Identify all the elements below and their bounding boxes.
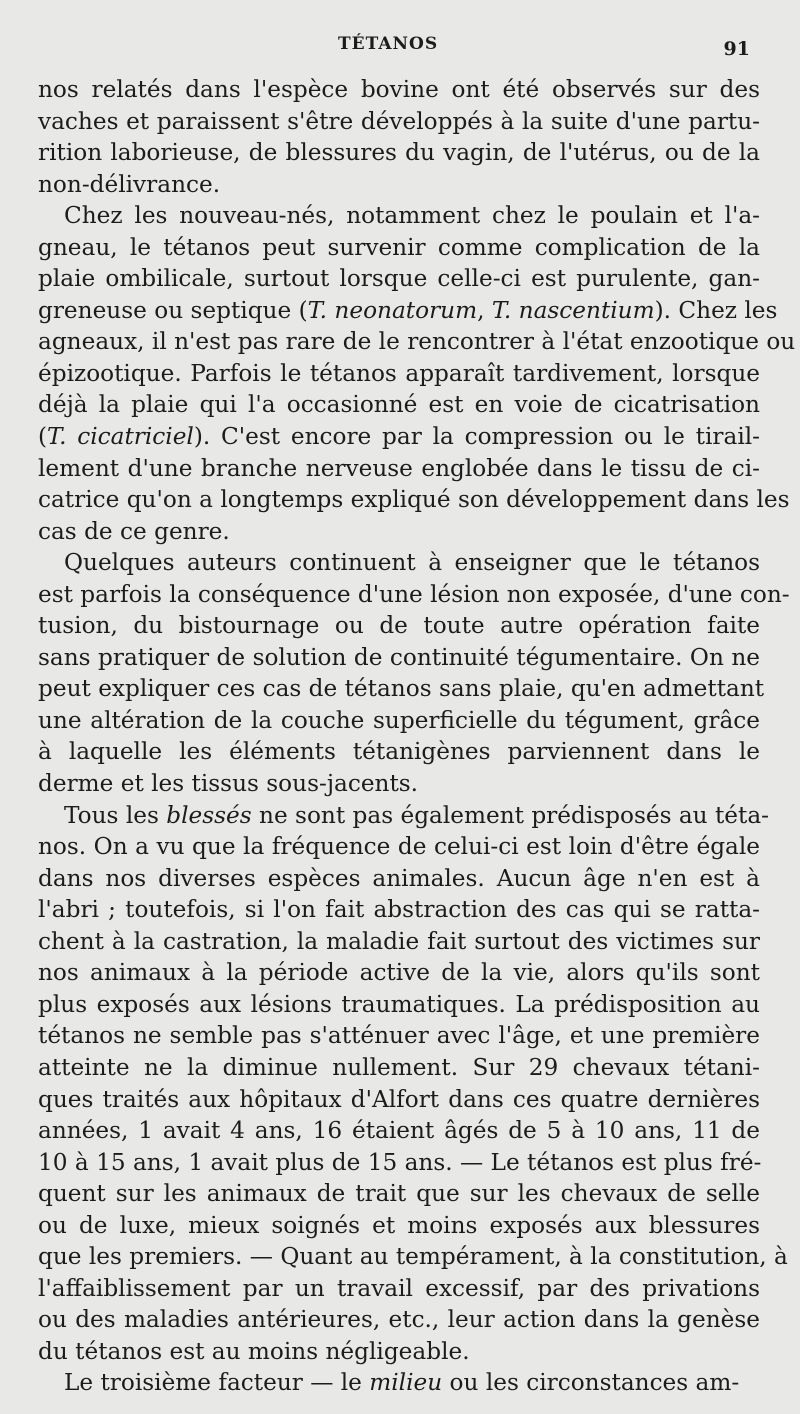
text-line: tétanos ne semble pas s'atténuer avec l'âge, et une première: [38, 1022, 760, 1050]
text-line: quent sur les animaux de trait que sur les chevaux de selle: [38, 1180, 760, 1208]
text-line: épizootique. Parfois le tétanos apparaît tardivement, lorsque: [38, 359, 760, 387]
text-line: Chez les nouveau-nés, notamment chez le poulain et l'a-: [64, 202, 760, 230]
text-line: nos. On a vu que la fréquence de celui-ci est loin d'être égale: [38, 833, 760, 861]
text-line: ques traités aux hôpitaux d'Alfort dans ces quatre dernières: [38, 1085, 760, 1113]
text-line: plaie ombilicale, surtout lorsque celle-ci est purulente, gan-: [38, 265, 760, 293]
text-line: est parfois la conséquence d'une lésion non exposée, d'une con-: [38, 580, 790, 608]
text-line: années, 1 avait 4 ans, 16 étaient âgés de 5 à 10 ans, 11 de: [38, 1117, 760, 1145]
paragraph: [38, 800, 788, 1368]
text-line: derme et les tissus sous-jacents.: [38, 770, 419, 798]
running-title: TÉTANOS: [338, 34, 439, 54]
text-line: non-délivrance.: [38, 170, 221, 198]
paragraph: [38, 547, 790, 799]
text-line: peut expliquer ces cas de tétanos sans plaie, qu'en admettant: [38, 675, 765, 703]
text-line: l'affaiblissement par un travail excessif, par des privations: [38, 1274, 760, 1302]
page-header: [0, 34, 800, 60]
text-line: greneuse ou septique (T. neonatorum, T. nascentium). Chez les: [38, 296, 778, 324]
text-line: Quelques auteurs continuent à enseigner que le tétanos: [64, 549, 760, 577]
text-line: tusion, du bistournage ou de toute autre opération faite: [38, 612, 760, 640]
text-line: (T. cicatriciel). C'est encore par la compression ou le tirail-: [38, 423, 760, 451]
text-line: atteinte ne la diminue nullement. Sur 29 chevaux tétani-: [38, 1053, 760, 1081]
text-line: Tous les blessés ne sont pas également prédisposés au téta-: [64, 801, 769, 829]
text-line: vaches et paraissent s'être développés à la suite d'une partu-: [38, 107, 760, 135]
text-line: ou des maladies antérieures, etc., leur action dans la genèse: [38, 1306, 760, 1334]
text-line: nos relatés dans l'espèce bovine ont été observés sur des: [38, 76, 760, 103]
text-line: sans pratiquer de solution de continuité tégumentaire. On ne: [38, 643, 760, 671]
text-line: l'abri ; toutefois, si l'on fait abstraction des cas qui se ratta-: [38, 896, 760, 924]
text-line: catrice qu'on a longtemps expliqué son développement dans les: [38, 486, 790, 514]
text-line: gneau, le tétanos peut survenir comme complication de la: [38, 233, 760, 261]
page-number: 91: [723, 38, 750, 60]
text-line: Le troisième facteur — le milieu ou les circonstances am-: [64, 1369, 740, 1397]
text-line: déjà la plaie qui l'a occasionné est en voie de cicatrisation: [38, 391, 760, 419]
paragraph: [38, 1367, 760, 1399]
text-line: à laquelle les éléments tétanigènes parviennent dans le: [38, 738, 760, 766]
text-line: cas de ce genre.: [38, 517, 230, 545]
text-line: dans nos diverses espèces animales. Aucun âge n'en est à: [38, 864, 760, 892]
text-line: ou de luxe, mieux soignés et moins exposés aux blessures: [38, 1211, 760, 1239]
paragraph: [38, 74, 760, 200]
text-line: lement d'une branche nerveuse englobée dans le tissu de ci-: [38, 454, 760, 482]
text-line: du tétanos est au moins négligeable.: [38, 1337, 470, 1365]
paragraph: [38, 200, 796, 547]
text-line: 10 à 15 ans, 1 avait plus de 15 ans. — Le tétanos est plus fré-: [38, 1148, 762, 1176]
text-line: plus exposés aux lésions traumatiques. La prédisposition au: [38, 990, 760, 1018]
text-line: que les premiers. — Quant au tempérament, à la constitution, à: [38, 1243, 788, 1271]
body-text: [38, 74, 796, 1399]
text-line: une altération de la couche superficielle du tégument, grâce: [38, 706, 760, 734]
text-line: nos animaux à la période active de la vie, alors qu'ils sont: [38, 959, 760, 987]
text-line: rition laborieuse, de blessures du vagin, de l'utérus, ou de la: [38, 139, 760, 167]
text-line: agneaux, il n'est pas rare de le rencontrer à l'état enzootique ou: [38, 328, 796, 356]
text-line: chent à la castration, la maladie fait surtout des victimes sur: [38, 927, 760, 955]
